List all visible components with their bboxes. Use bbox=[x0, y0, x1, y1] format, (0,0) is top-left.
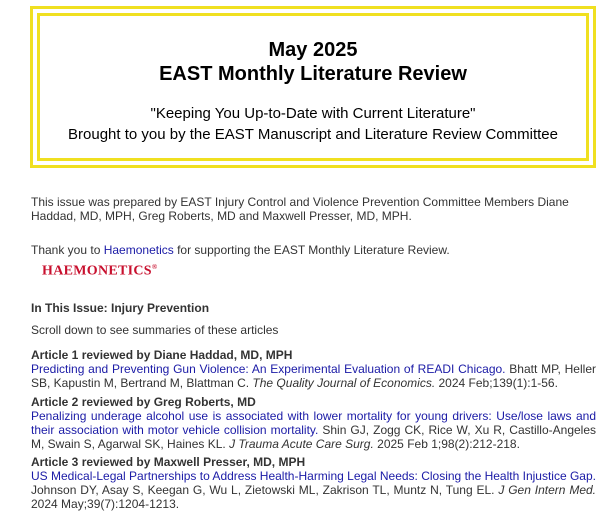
header-banner bbox=[30, 6, 596, 168]
article-2-authors: Shin GJ, Zogg CK, Rice W, Xu R, Castillo-Angeles M, Swain S, Agarwal SK, Haines KL. bbox=[31, 423, 597, 451]
article-1-ref: 2024 Feb;139(1):1-56. bbox=[435, 376, 558, 390]
article-1-header: Article 1 reviewed by Diane Haddad, MD, MPH bbox=[31, 348, 293, 362]
article-1-title-link[interactable]: Predicting and Preventing Gun Violence: An Experimental Evaluation of READI Chicago. bbox=[31, 362, 506, 376]
thanks-prefix: Thank you to bbox=[31, 243, 104, 257]
article-2 bbox=[31, 395, 596, 451]
article-3 bbox=[31, 455, 596, 511]
issue-title: In This Issue: Injury Prevention bbox=[31, 301, 210, 315]
article-3-journal: J Gen Intern Med. bbox=[498, 483, 596, 497]
article-1-journal: The Quality Journal of Economics. bbox=[252, 376, 436, 390]
article-3-citation bbox=[31, 469, 596, 511]
article-3-title-link[interactable]: US Medical-Legal Partnerships to Address Health-Harming Legal Needs: Closing the Health Injustice Gap. bbox=[31, 469, 596, 483]
article-1-authors: Bhatt MP, Heller SB, Kapustin M, Bertrand M, Blattman C. bbox=[31, 362, 596, 390]
newsletter-title: EAST Monthly Literature Review bbox=[159, 63, 467, 85]
article-2-journal: J Trauma Acute Care Surg. bbox=[229, 437, 374, 451]
article-1 bbox=[31, 348, 596, 390]
article-3-header: Article 3 reviewed by Maxwell Presser, MD, MPH bbox=[31, 455, 306, 469]
sponsor-logo[interactable] bbox=[42, 263, 157, 280]
article-3-ref: 2024 May;39(7):1204-1213. bbox=[31, 497, 180, 511]
thanks-suffix: for supporting the EAST Monthly Literature Review. bbox=[173, 243, 450, 257]
intro-paragraph: This issue was prepared by EAST Injury Control and Violence Prevention Committee Members Diane Haddad, MD, MPH, Greg Roberts, MD and Maxwell Presser, MD, MPH. bbox=[31, 195, 569, 223]
article-2-ref: 2025 Feb 1;98(2):212-218. bbox=[373, 437, 520, 451]
logo-text: HAEMONETICS bbox=[42, 263, 152, 279]
scroll-note: Scroll down to see summaries of these articles bbox=[31, 323, 279, 337]
header-banner-inner bbox=[37, 13, 589, 161]
thanks-line bbox=[31, 243, 596, 257]
tagline: "Keeping You Up-to-Date with Current Literature" bbox=[150, 105, 476, 122]
sponsor-link[interactable]: Haemonetics bbox=[103, 243, 174, 257]
article-1-citation bbox=[31, 362, 596, 390]
issue-date: May 2025 bbox=[268, 39, 358, 61]
article-2-citation bbox=[31, 409, 596, 451]
byline: Brought to you by the EAST Manuscript and Literature Review Committee bbox=[68, 126, 558, 143]
article-2-title-link[interactable]: Penalizing underage alcohol use is associated with lower mortality for young drivers: Use/lose laws and their association with motor vehicle collision mortality. bbox=[31, 409, 596, 437]
article-3-authors: Johnson DY, Asay S, Keegan G, Wu L, Zietowski ML, Zakrison TL, Muntz N, Tung EL. bbox=[31, 483, 499, 497]
registered-mark: ® bbox=[151, 263, 158, 271]
article-2-header: Article 2 reviewed by Greg Roberts, MD bbox=[31, 395, 256, 409]
